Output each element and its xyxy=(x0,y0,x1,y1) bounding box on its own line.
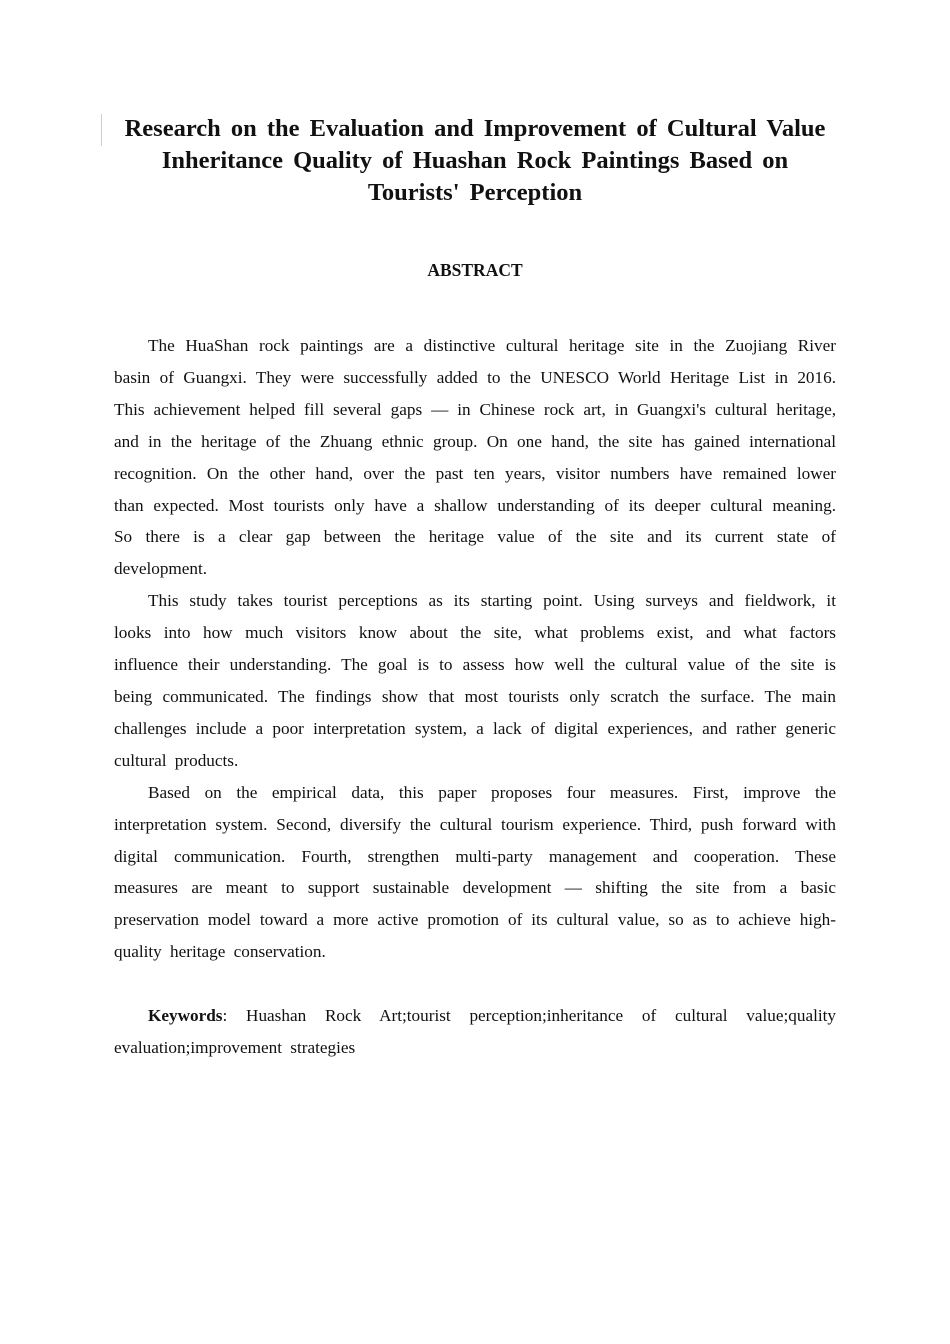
keywords-text: Huashan Rock Art;tourist perception;inheritance of cultural value;quality evaluation;improvement strategies xyxy=(114,1006,836,1057)
abstract-paragraph-3: Based on the empirical data, this paper proposes four measures. First, improve the interpretation system. Second, diversify the cultural tourism experience. Third, push forward with digital communication. Fourth, strengthen multi-party management and cooperation. These measures are meant to support sustainable development — shifting the site from a basic preservation model toward a more active promotion of its cultural value, so as to achieve high-quality heritage conservation. xyxy=(114,782,836,962)
abstract-paragraph-1: The HuaShan rock paintings are a distinctive cultural heritage site in the Zuojiang River basin of Guangxi. They were successfully added to the UNESCO World Heritage List in 2016. This achievement helped fill several gaps — in Chinese rock art, in Guangxi's cultural heritage, and in the heritage of the Zhuang ethnic group. On one hand, the site has gained international recognition. On the other hand, over the past ten years, visitor numbers have remained lower than expected. Most tourists only have a shallow understanding of its deeper cultural meaning. So there is a clear gap between the heritage value of the site and its current state of development. xyxy=(114,336,836,579)
keywords-label: Keywords xyxy=(148,1006,223,1025)
keywords-line xyxy=(114,1000,836,1064)
abstract-heading: ABSTRACT xyxy=(427,260,523,280)
document-title: Research on the Evaluation and Improvement of Cultural Value Inheritance Quality of Huashan Rock Paintings Based on Tourists' Perception xyxy=(124,115,826,206)
keywords-separator: : xyxy=(222,1006,228,1025)
text-cursor-marker xyxy=(101,114,102,146)
abstract-body xyxy=(114,330,836,968)
abstract-paragraph-2: This study takes tourist perceptions as its starting point. Using surveys and fieldwork, it looks into how much visitors know about the site, what problems exist, and what factors influence their understanding. The goal is to assess how well the cultural value of the site is being communicated. The findings show that most tourists only scratch the surface. The main challenges include a poor interpretation system, a lack of digital experiences, and rather generic cultural products. xyxy=(114,591,836,770)
